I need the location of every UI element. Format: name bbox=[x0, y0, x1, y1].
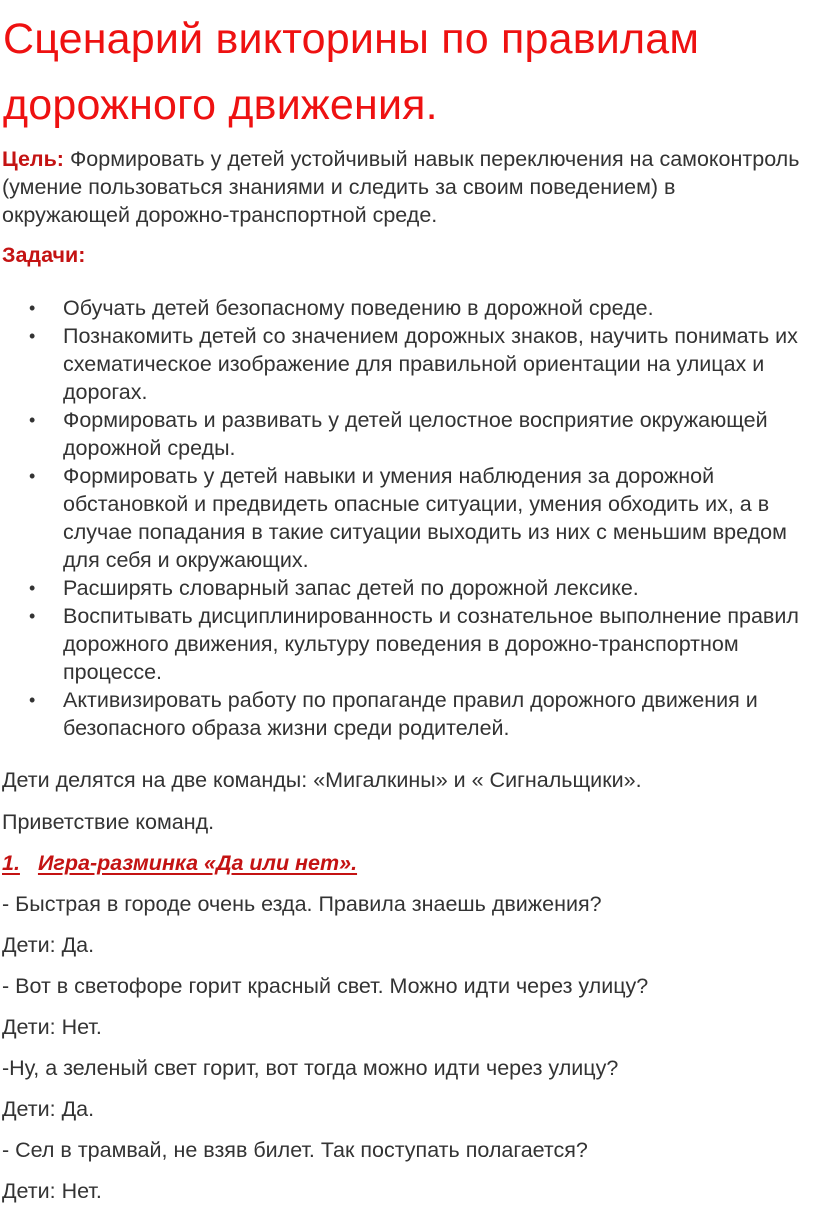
task-item: • Формировать и развивать у детей целостное восприятие окружающей дорожной среды. bbox=[0, 406, 816, 462]
document-title: Сценарий викторины по правилам дорожного движения. bbox=[3, 15, 700, 129]
dialogue-line: Дети: Да. bbox=[2, 933, 95, 957]
task-item: • Формировать у детей навыки и умения наблюдения за дорожной обстановкой и предвидеть опасные ситуации, умения обходить их, а в случае попадания в такие ситуации выходить из них с меньшим вредом для себя и окружающих. bbox=[0, 462, 816, 574]
dialogue-line: -Ну, а зеленый свет горит, вот тогда можно идти через улицу? bbox=[2, 1056, 619, 1080]
greeting-paragraph: Приветствие команд. bbox=[2, 810, 215, 834]
tasks-heading bbox=[2, 241, 85, 269]
teams-paragraph: Дети делятся на две команды: «Мигалкины» и « Сигнальщики». bbox=[2, 768, 642, 792]
goal-label: Цель: bbox=[2, 147, 64, 171]
game-title: Игра-разминка «Да или нет». bbox=[37, 851, 358, 875]
goal-text: Формировать у детей устойчивый навык переключения на самоконтроль (умение пользоваться знаниями и следить за своим поведением) в окружающей дорожно-транспортной среде. bbox=[2, 147, 800, 227]
task-item: • Познакомить детей со значением дорожных знаков, научить понимать их схематическое изображение для правильной ориентации на улицах и дорогах. bbox=[0, 322, 816, 406]
dialogue-line: Дети: Нет. bbox=[2, 1015, 102, 1039]
tasks-label: Задачи: bbox=[2, 243, 86, 267]
goal-paragraph bbox=[2, 145, 802, 229]
dialogue-line: - Вот в светофоре горит красный свет. Можно идти через улицу? bbox=[2, 974, 649, 998]
task-item: • Активизировать работу по пропаганде правил дорожного движения и безопасного образа жизни среди родителей. bbox=[0, 686, 816, 742]
task-item: • Воспитывать дисциплинированность и сознательное выполнение правил дорожного движения, культуру поведения в дорожно-транспортном процессе. bbox=[0, 602, 816, 686]
dialogue-line: - Быстрая в городе очень езда. Правила знаешь движения? bbox=[2, 892, 602, 916]
task-item: • Обучать детей безопасному поведению в дорожной среде. bbox=[0, 294, 816, 322]
tasks-list bbox=[0, 294, 816, 742]
game-number: 1. bbox=[2, 851, 20, 875]
dialogue-line: Дети: Да. bbox=[2, 1097, 95, 1121]
dialogue-line: Дети: Нет. bbox=[2, 1179, 102, 1203]
game-heading bbox=[2, 849, 357, 877]
dialogue-line: - Сел в трамвай, не взяв билет. Так поступать полагается? bbox=[2, 1138, 588, 1162]
task-item: • Расширять словарный запас детей по дорожной лексике. bbox=[0, 574, 816, 602]
